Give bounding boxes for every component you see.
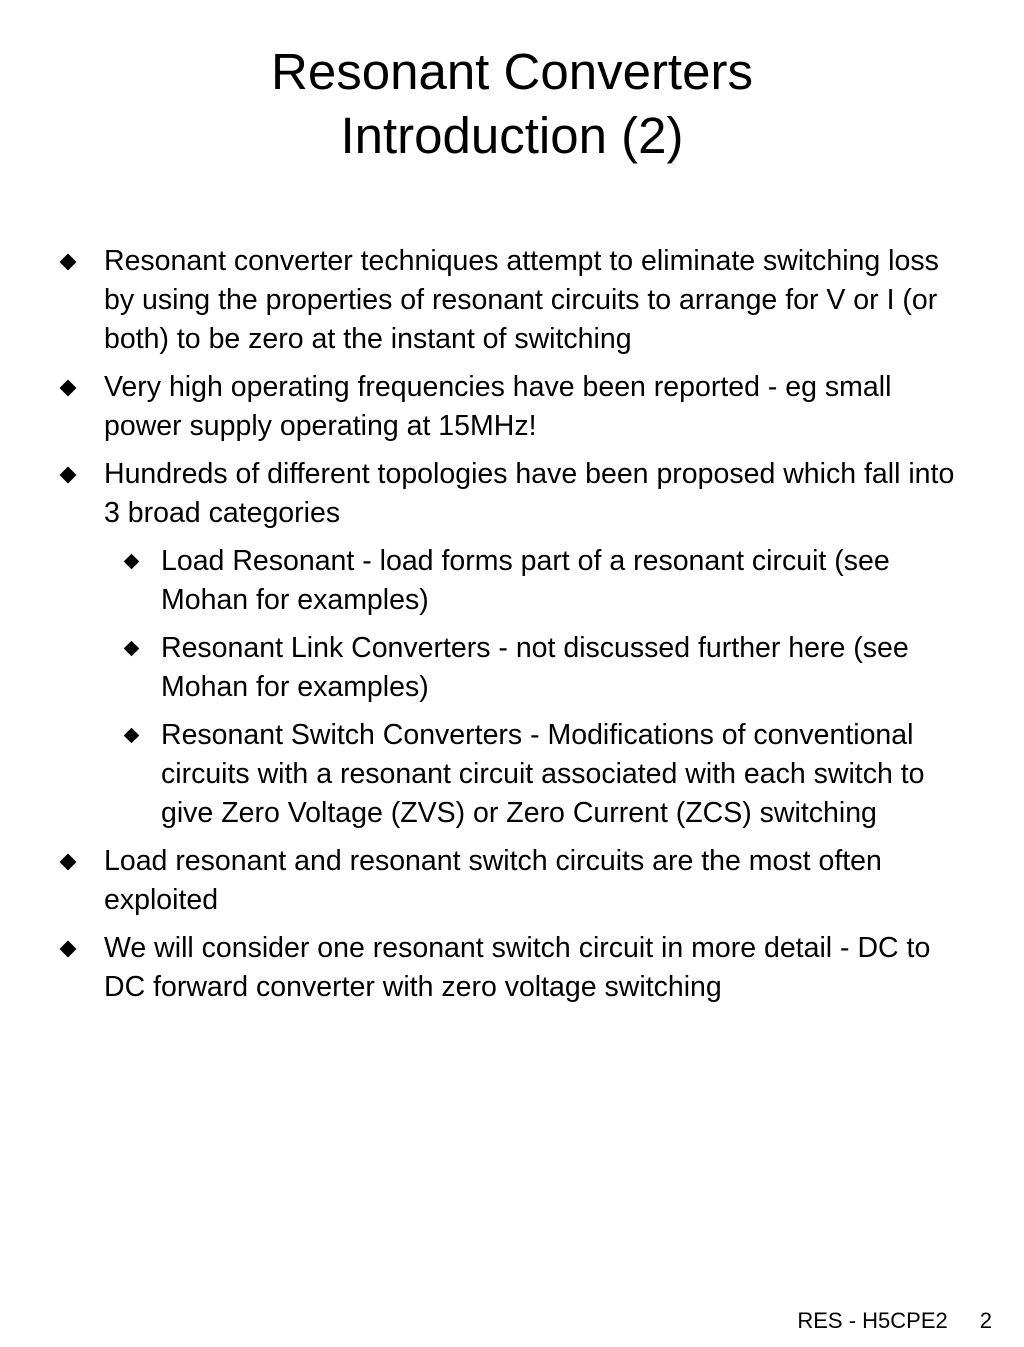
slide-title xyxy=(0,40,1024,168)
sub-bullet-item xyxy=(0,542,951,620)
sub-bullet-item xyxy=(0,629,951,707)
bullet-text: Hundreds of different topologies have been proposed which fall into 3 broad categories xyxy=(104,458,955,529)
bullet-list xyxy=(0,242,1024,1016)
bullet-text: Very high operating frequencies have been reported - eg small power supply operating at 15MHz! xyxy=(104,371,892,442)
diamond-bullet-icon xyxy=(60,854,77,871)
sub-bullet-text: Resonant Switch Converters - Modifications of conventional circuits with a resonant circuit associated with each switch to give Zero Voltage (ZVS) or Zero Current (ZCS) switching xyxy=(161,719,925,829)
sub-bullet-item xyxy=(0,716,951,833)
diamond-bullet-icon xyxy=(60,467,77,484)
diamond-bullet-icon xyxy=(60,254,77,271)
bullet-text: Load resonant and resonant switch circuits are the most often exploited xyxy=(104,845,882,916)
bullet-item xyxy=(0,368,964,446)
title-line-2: Introduction (2) xyxy=(340,107,684,164)
bullet-item xyxy=(0,455,964,533)
diamond-bullet-icon xyxy=(124,641,140,657)
bullet-item xyxy=(0,929,964,1007)
title-line-1: Resonant Converters xyxy=(271,43,753,100)
bullet-item xyxy=(0,242,964,359)
slide-footer xyxy=(0,1307,992,1335)
sub-bullet-text: Resonant Link Converters - not discussed further here (see Mohan for examples) xyxy=(161,632,909,703)
footer-course-code: RES - H5CPE2 xyxy=(797,1308,948,1333)
bullet-item xyxy=(0,842,964,920)
bullet-text: Resonant converter techniques attempt to eliminate switching loss by using the properties of resonant circuits to arrange for V or I (or both) to be zero at the instant of switching xyxy=(104,245,939,355)
diamond-bullet-icon xyxy=(60,380,77,397)
page-number: 2 xyxy=(979,1308,992,1333)
bullet-text: We will consider one resonant switch circuit in more detail - DC to DC forward converter with zero voltage switching xyxy=(104,932,931,1003)
diamond-bullet-icon xyxy=(124,554,140,570)
diamond-bullet-icon xyxy=(124,728,140,744)
sub-bullet-text: Load Resonant - load forms part of a resonant circuit (see Mohan for examples) xyxy=(161,545,890,616)
diamond-bullet-icon xyxy=(60,941,77,958)
